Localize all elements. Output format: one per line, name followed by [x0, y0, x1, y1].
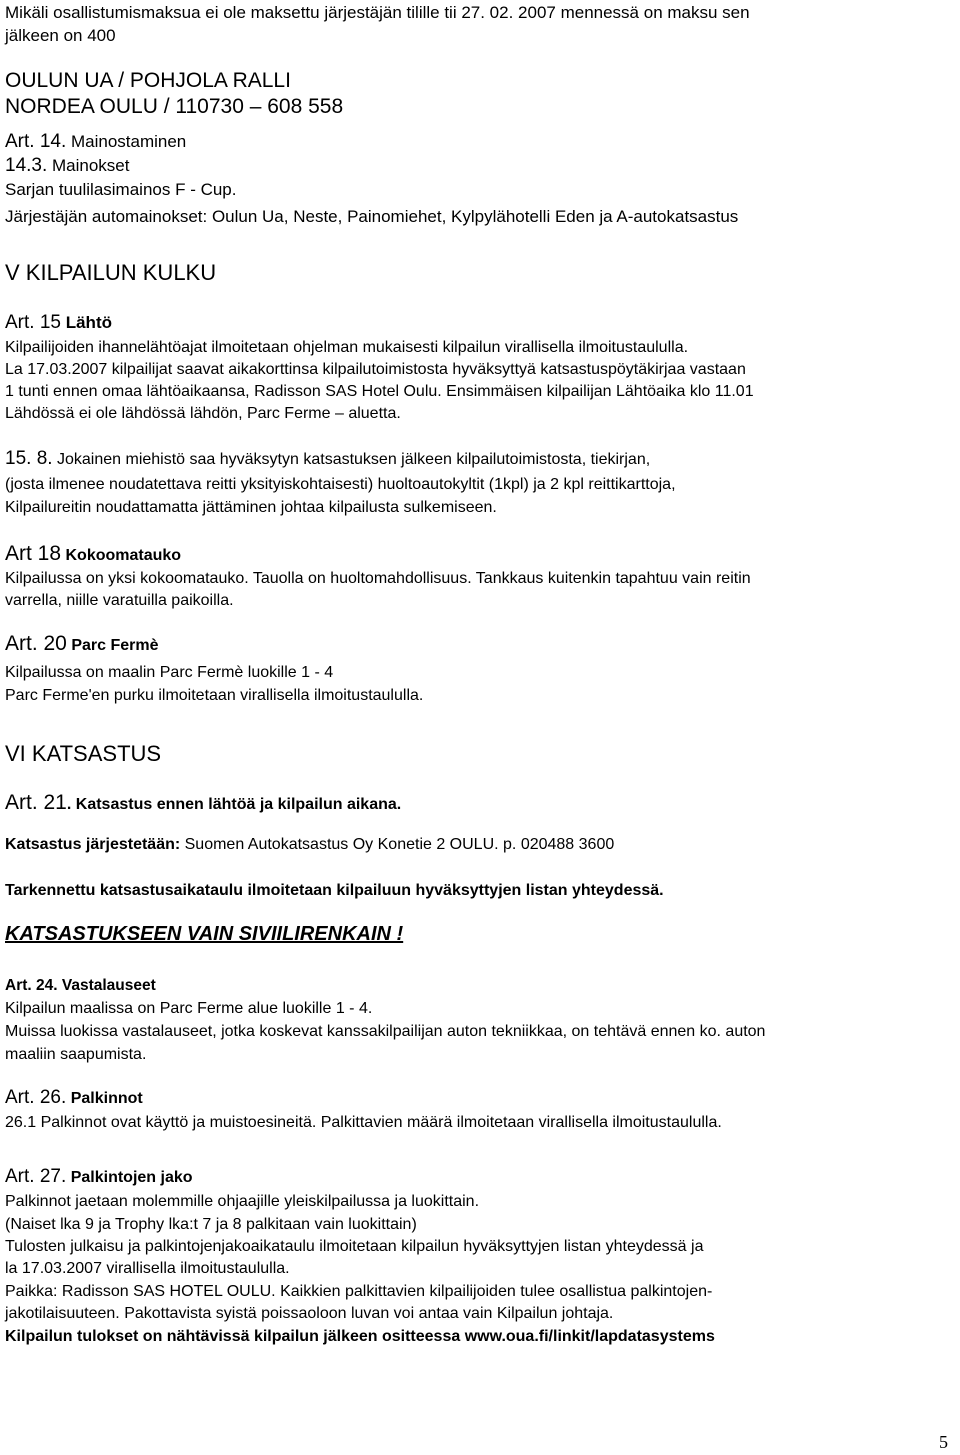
art27-line-4: la 17.03.2007 virallisella ilmoitustaululla.: [5, 1260, 290, 1277]
art21-title: . Katsastus ennen lähtöä ja kilpailun aikana.: [66, 796, 402, 813]
art27-line-1: Palkinnot jaetaan molemmille ohjaajille yleiskilpailussa ja luokittain.: [5, 1193, 480, 1210]
art14-3-number: 14.3.: [5, 155, 48, 176]
art15-line-1: Kilpailijoiden ihannelähtöajat ilmoitetaan ohjelman mukaisesti kilpailun virallisella ilmoitustaululla.: [5, 339, 689, 356]
art26-heading: [5, 1087, 143, 1109]
art24-line-1: Kilpailun maalissa on Parc Ferme alue luokille 1 - 4.: [5, 1000, 373, 1017]
art27-line-2: (Naiset lka 9 ja Trophy lka:t 7 ja 8 palkitaan vain luokittain): [5, 1216, 417, 1233]
art27-line-3: Tulosten julkaisu ja palkintojenjakoaikataulu ilmoitetaan kilpailun hyväksyttyjen listan yhteydessä ja: [5, 1238, 704, 1255]
art14-3-title: Mainokset: [52, 156, 130, 175]
intro-line-2: jälkeen on 400: [5, 26, 116, 45]
art26-number: Art. 26.: [5, 1087, 67, 1108]
art21-heading: [5, 790, 401, 816]
art14-3-heading: [5, 155, 129, 177]
art18-heading: [5, 541, 181, 567]
art26-line: 26.1 Palkinnot ovat käyttö ja muistoesineitä. Palkittavien määrä ilmoitetaan virallisella ilmoitustaululla.: [5, 1114, 722, 1131]
art27-results: Kilpailun tulokset on nähtävissä kilpailun jälkeen ositteessa www.oua.fi/linkit/lapdatasystems: [5, 1328, 715, 1345]
section-heading-v: V KILPAILUN KULKU: [5, 260, 217, 285]
art24-line-2: Muissa luokissa vastalauseet, jotka koskevat kanssakilpailijan auton tekniikkaa, on tehtävä ennen ko. auton: [5, 1023, 766, 1040]
intro-line-1: Mikäli osallistumismaksua ei ole maksettu järjestäjän tilille tii 27. 02. 2007 mennessä on maksu sen: [5, 3, 750, 22]
art14-title: Mainostaminen: [70, 132, 187, 151]
art20-heading: [5, 631, 159, 657]
art18-number: Art 18: [5, 542, 62, 565]
contact-line-1: OULUN UA / POHJOLA RALLI: [5, 69, 291, 92]
art14-number: Art. 14.: [5, 131, 67, 152]
art27-heading: [5, 1166, 193, 1188]
art21-organizer: [5, 834, 614, 855]
art14-heading: [5, 131, 186, 153]
art15-line-3: 1 tunti ennen omaa lähtöaikaansa, Radisson SAS Hotel Oulu. Ensimmäisen kilpailijan Lähtöaika klo 11.01: [5, 383, 754, 400]
art21-organizer-value: Suomen Autokatsastus Oy Konetie 2 OULU. p. 020488 3600: [180, 836, 615, 853]
art15-8-text: Jokainen miehistö saa hyväksytyn katsastuksen jälkeen kilpailutoimistosta, tiekirjan,: [57, 451, 651, 468]
art20-title: Parc Fermè: [71, 637, 159, 654]
art27-number: Art. 27.: [5, 1166, 67, 1187]
art15-8-line-2: (josta ilmenee noudatettava reitti yksityiskohtaisesti) huoltoautokyltit (1kpl) ja 2 kpl reittikarttoja,: [5, 476, 676, 493]
art18-title: Kokoomatauko: [65, 547, 182, 564]
art15-number: Art. 15: [5, 312, 61, 333]
art18-line-2: varrella, niille varatuilla paikoilla.: [5, 592, 234, 609]
art21-warning: KATSASTUKSEEN VAIN SIVIILIRENKAIN !: [5, 923, 404, 945]
art15-8-line-1: [5, 448, 650, 470]
art15-line-2: La 17.03.2007 kilpailijat saavat aikakorttinsa kilpailutoimistosta hyväksyttyä katsastuspöytäkirjaa vastaan: [5, 361, 746, 378]
art24-line-3: maaliin saapumista.: [5, 1046, 147, 1063]
art15-line-4: Lähdössä ei ole lähdössä lähdön, Parc Ferme – aluetta.: [5, 405, 401, 422]
art20-number: Art. 20: [5, 632, 67, 655]
page-number: 5: [939, 1432, 948, 1452]
art27-line-5: Paikka: Radisson SAS HOTEL OULU. Kaikkien palkittavien kilpailijoiden tulee osallistua palkintojen-: [5, 1283, 713, 1300]
art20-line-2: Parc Ferme'en purku ilmoitetaan virallisella ilmoitustaululla.: [5, 687, 424, 704]
contact-line-2: NORDEA OULU / 110730 – 608 558: [5, 95, 344, 118]
art15-title: Lähtö: [65, 313, 112, 332]
art21-organizer-label: Katsastus järjestetään:: [5, 836, 181, 853]
art15-8-line-3: Kilpailureitin noudattamatta jättäminen johtaa kilpailusta sulkemiseen.: [5, 499, 497, 516]
art14-line-1: Sarjan tuulilasimainos F - Cup.: [5, 180, 237, 199]
art27-title: Palkintojen jako: [70, 1169, 193, 1186]
art21-number: Art. 21: [5, 791, 67, 814]
art18-line-1: Kilpailussa on yksi kokoomatauko. Tauolla on huoltomahdollisuus. Tankkaus kuitenkin tapahtuu vain reitin: [5, 570, 751, 587]
art20-line-1: Kilpailussa on maalin Parc Fermè luokille 1 - 4: [5, 664, 334, 681]
art21-schedule: Tarkennettu katsastusaikataulu ilmoitetaan kilpailuun hyväksyttyjen listan yhteydessä.: [5, 882, 664, 899]
art27-line-6: jakotilaisuuteen. Pakottavista syistä poissaoloon luvan voi antaa vain Kilpailun johtaja.: [5, 1305, 614, 1322]
art15-heading: [5, 312, 112, 334]
art14-line-2: Järjestäjän automainokset: Oulun Ua, Neste, Painomiehet, Kylpylähotelli Eden ja A-autokatsastus: [5, 207, 739, 226]
art15-8-number: 15. 8.: [5, 448, 53, 469]
art26-title: Palkinnot: [70, 1090, 143, 1107]
section-heading-vi: VI KATSASTUS: [5, 741, 162, 766]
art24-heading: Art. 24. Vastalauseet: [5, 977, 156, 994]
